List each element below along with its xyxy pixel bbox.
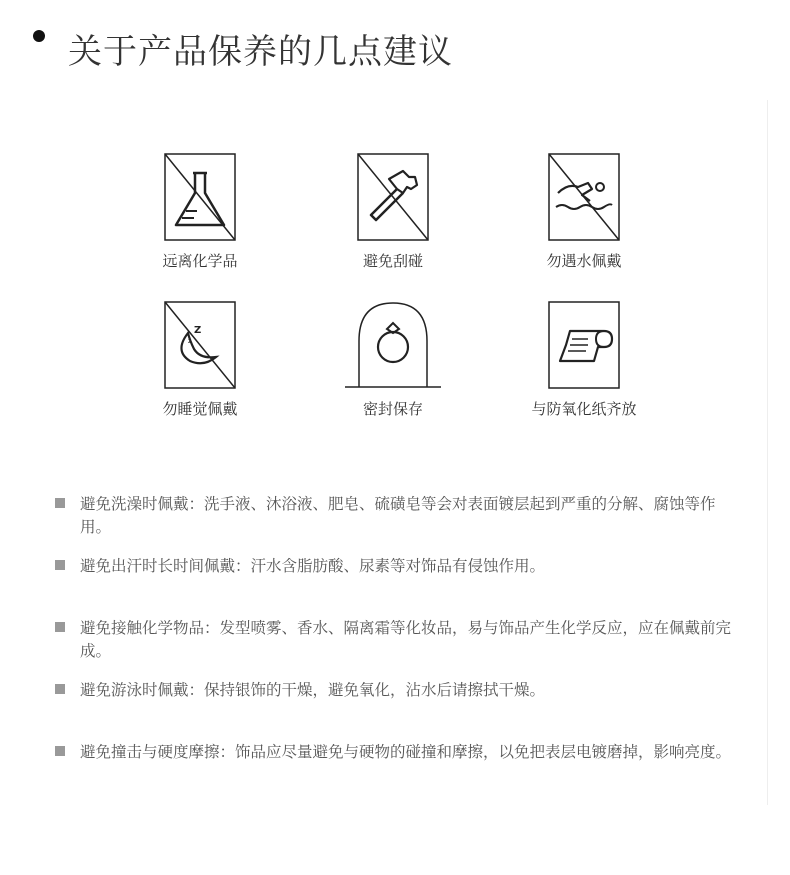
page-title: 关于产品保养的几点建议 (68, 32, 453, 72)
care-item-no-scratch (313, 153, 473, 271)
care-tip-item (55, 555, 735, 578)
no-sleeping-icon (164, 301, 236, 389)
care-tip-text: 避免接触化学物品：发型喷雾、香水、隔离霜等化妆品，易与饰品产生化学反应，应在佩戴前完成。 (80, 619, 732, 660)
care-tip-item (55, 679, 735, 702)
care-item-label: 勿遇水佩戴 (546, 252, 622, 270)
care-item-sealed-storage (313, 301, 473, 419)
care-tip-text: 避免洗澡时佩戴：洗手液、沐浴液、肥皂、硫磺皂等会对表面镀层起到严重的分解、腐蚀等作用。 (80, 495, 716, 536)
care-item-label: 避免刮碰 (362, 252, 423, 270)
no-hammer-icon (357, 153, 429, 241)
care-item-label: 勿睡觉佩戴 (162, 400, 238, 418)
ring-in-bag-icon (343, 301, 443, 389)
care-item-label: 与防氧化纸齐放 (531, 400, 637, 418)
svg-text:z: z (188, 338, 192, 345)
care-tip-text: 避免撞击与硬度摩擦：饰品应尽量避免与硬物的碰撞和摩擦，以免把表层电镀磨掉，影响亮度。 (80, 743, 732, 761)
no-chemicals-flask-icon (164, 153, 236, 241)
square-bullet-icon (55, 498, 65, 508)
care-item-anti-oxidation-paper (504, 301, 664, 419)
care-item-no-sleeping (120, 301, 280, 419)
no-swimming-icon (548, 153, 620, 241)
square-bullet-icon (55, 622, 65, 632)
care-tip-item (55, 741, 735, 764)
square-bullet-icon (55, 746, 65, 756)
care-tip-item (55, 493, 735, 539)
square-bullet-icon (55, 684, 65, 694)
care-item-no-chemicals (120, 153, 280, 271)
svg-text:Z: Z (194, 325, 202, 336)
care-tip-text: 避免出汗时长时间佩戴：汗水含脂肪酸、尿素等对饰品有侵蚀作用。 (80, 557, 546, 575)
care-item-no-water (504, 153, 664, 271)
care-tip-item (55, 617, 735, 663)
care-tip-text: 避免游泳时佩戴：保持银饰的干燥，避免氧化，沾水后请擦拭干燥。 (80, 681, 546, 699)
paper-roll-icon (548, 301, 620, 389)
care-item-label: 密封保存 (362, 400, 423, 418)
care-item-label: 远离化学品 (162, 252, 238, 270)
square-bullet-icon (55, 560, 65, 570)
